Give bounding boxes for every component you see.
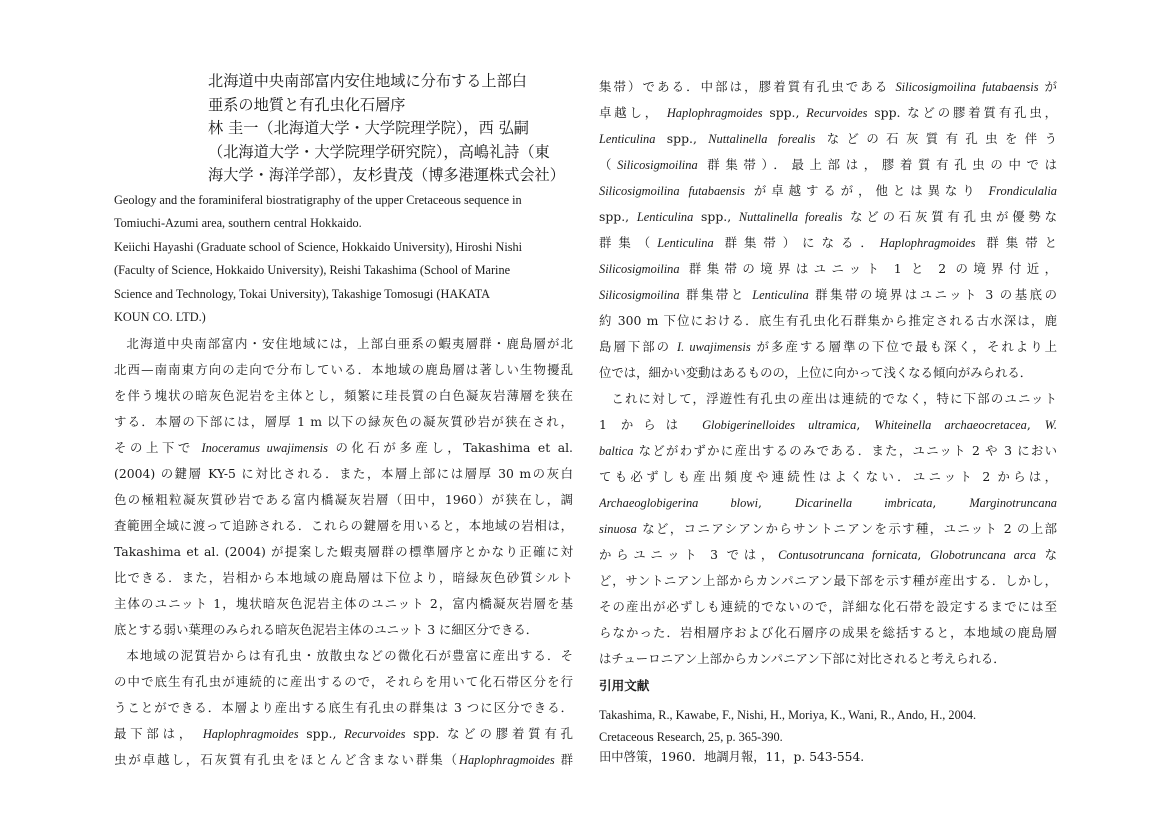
text-line: はチューロニアン上部からカンパニアン下部に対比されると考えられる．	[599, 651, 1006, 666]
text-line: spp., Lenticulina spp., Nuttalinella forealis などの石灰質有孔虫が優勢な	[599, 209, 1057, 224]
title-block	[208, 70, 573, 188]
english-authors-line: Science and Technology, Tokai University), Takashige Tomosugi (HAKATA	[114, 286, 491, 301]
english-authors-line: KOUN CO. LTD.)	[114, 309, 206, 324]
text-line: 島層下部の I. uwajimensis が多産する層準の下位で最も深く，それより上	[599, 339, 1057, 354]
text-line: うことができる．本層より産出する底生有孔虫の群集は 3 つに区分できる．	[114, 700, 573, 716]
text-line: ても必ずしも産出頻度や連続性はよくない．ユニット 2 からは，	[599, 469, 1057, 484]
abstract-paragraph-2	[114, 643, 573, 773]
text-line: (2004) の鍵層 KY-5 に対比される．また，本層上部には層厚 30 mの灰白	[114, 466, 573, 482]
text-line: 比できる．また，岩相から本地域の鹿島層は下位より，暗緑灰色砂質シルト	[114, 570, 573, 586]
text-line: その産出が必ずしも連続的でないので，詳細な化石帯を設定するまでには至	[599, 599, 1057, 614]
right-column	[599, 74, 1057, 766]
text-line: 1 からは Globigerinelloides ultramica, Whiteinella archaeocretacea, W.	[599, 417, 1057, 432]
authors-jp-line: 海大学・海洋学部），友杉貴茂（博多港運株式会社）	[208, 166, 565, 184]
text-line: 集帯）である．中部は，膠着質有孔虫である Silicosigmoilina futabaensis が	[599, 79, 1057, 94]
abstract-paragraph-3	[599, 386, 1057, 672]
english-authors-line: (Faculty of Science, Hokkaido University), Reishi Takashima (School of Marine	[114, 263, 511, 278]
references-heading: 引用文献	[599, 678, 650, 693]
text-line: 北海道中央南部富内・安住地域には，上部白亜系の蝦夷層群・鹿島層が北	[126, 336, 573, 352]
reference-entry: Takashima, R., Kawabe, F., Nishi, H., Moriya, K., Wani, R., Ando, H., 2004.	[599, 708, 977, 722]
text-line: これに対して，浮遊性有孔虫の産出は連続的でなく，特に下部のユニット	[611, 391, 1057, 406]
text-line: Silicosigmoilina 群集帯の境界はユニット 1 と 2 の境界付近，	[599, 261, 1057, 276]
reference-entry: Cretaceous Research, 25, p. 365-390.	[599, 730, 783, 744]
text-line: Silicosigmoilina 群集帯と Lenticulina 群集帯の境界はユニット 3 の基底の	[599, 287, 1057, 302]
text-line: らなかった．岩相層序および化石層序の成果を総括すると，本地域の鹿島層	[599, 625, 1057, 640]
text-line: 位では，細かい変動はあるものの，上位に向かって浅くなる傾向がみられる．	[599, 365, 1033, 380]
text-line: 主体のユニット 1，塊状暗灰色泥岩主体のユニット 2，富内橋凝灰岩層を基	[114, 596, 573, 612]
authors-jp-line: 林 圭一（北海道大学・大学院理学院），西 弘嗣	[208, 119, 529, 137]
text-line: の中で底生有孔虫が連続的に産出するので，それらを用いて化石帯区分を行	[114, 674, 573, 690]
text-line: 群集（Lenticulina 群集帯）になる．Haplophragmoides 群集帯と	[599, 235, 1057, 250]
text-line: （Silicosigmoilina 群集帯）．最上部は，膠着質有孔虫の中では	[599, 157, 1057, 172]
text-line: その上下で Inoceramus uwajimensis の化石が多産し，Takashima et al.	[114, 440, 573, 456]
text-line: baltica などがわずかに産出するのみである．また，ユニット 2 や 3 におい	[599, 443, 1057, 458]
english-title-line: Geology and the foraminiferal biostratigraphy of the upper Cretaceous sequence in	[114, 192, 522, 207]
text-line: Takashima et al. (2004) が提案した蝦夷層群の標準層序とかなり正確に対	[114, 544, 573, 560]
text-line: 最下部は， Haplophragmoides spp., Recurvoides spp. などの膠着質有孔	[114, 726, 573, 742]
english-authors	[114, 236, 573, 329]
text-line: Lenticulina spp., Nuttalinella forealis などの石灰質有孔虫を伴う	[599, 131, 1057, 146]
text-line: 査範囲全域に渡って追跡される．これらの鍵層を用いると，本地域の岩相は，	[114, 518, 573, 534]
english-authors-line: Keiichi Hayashi (Graduate school of Science, Hokkaido University), Hiroshi Nishi	[114, 240, 523, 255]
text-line: を伴う塊状の暗灰色泥岩を主体とし，頻繁に珪長質の白色凝灰岩薄層を狭在	[114, 388, 573, 404]
text-line: 底とする弱い葉理のみられる暗灰色泥岩主体のユニット 3 に細区分できる．	[114, 622, 539, 638]
text-line: Archaeoglobigerina blowi, Dicarinella imbricata, Marginotruncana	[599, 495, 1057, 510]
text-line: からユニット 3 では，Contusotruncana fornicata, Globotruncana arca な	[599, 547, 1057, 562]
paper-title-line: 北海道中央南部富内安住地域に分布する上部白	[208, 72, 527, 90]
abstract-paragraph-1	[114, 331, 573, 643]
text-line: ど，サントニアン上部からカンパニアン最下部を示す種が産出する．しかし，	[599, 573, 1057, 588]
text-line: 虫が卓越し，石灰質有孔虫をほとんど含まない群集（Haplophragmoides 群	[114, 752, 573, 768]
paper-title-line: 亜系の地質と有孔虫化石層序	[208, 95, 406, 114]
text-line: 卓越し， Haplophragmoides spp., Recurvoides spp. などの膠着質有孔虫，	[599, 105, 1057, 120]
text-line: 色の極粗粒凝灰質砂岩である富内橋凝灰岩層（田中，1960）が狭在し，調	[114, 492, 573, 508]
english-title	[114, 189, 573, 236]
left-column	[114, 70, 573, 773]
text-line: 北西—南南東方向の走向で分布している．本地域の鹿島層は著しい生物擾乱	[114, 362, 573, 378]
reference-entry: 田中啓策，1960．地調月報，11，p. 543-554.	[599, 750, 865, 764]
text-line: sinuosa など，コニアシアンからサントニアンを示す種，ユニット 2 の上部	[599, 521, 1057, 536]
text-line: 約 300 m 下位における．底生有孔虫化石群集から推定される古水深は，鹿	[599, 313, 1057, 328]
text-line: する．本層の下部には，層厚 1 m 以下の緑灰色の凝灰質砂岩が狭在され，	[114, 414, 573, 430]
english-title-line: Tomiuchi-Azumi area, southern central Hokkaido.	[114, 215, 362, 230]
text-line: Silicosigmoilina futabaensis が卓越するが，他とは異なり Frondiculalia	[599, 183, 1057, 198]
authors-jp-line: （北海道大学・大学院理学研究院），高嶋礼詩（東	[208, 142, 550, 161]
text-line: 本地域の泥質岩からは有孔虫・放散虫などの微化石が豊富に産出する．そ	[126, 648, 573, 664]
abstract-paragraph-2-continued	[599, 74, 1057, 386]
